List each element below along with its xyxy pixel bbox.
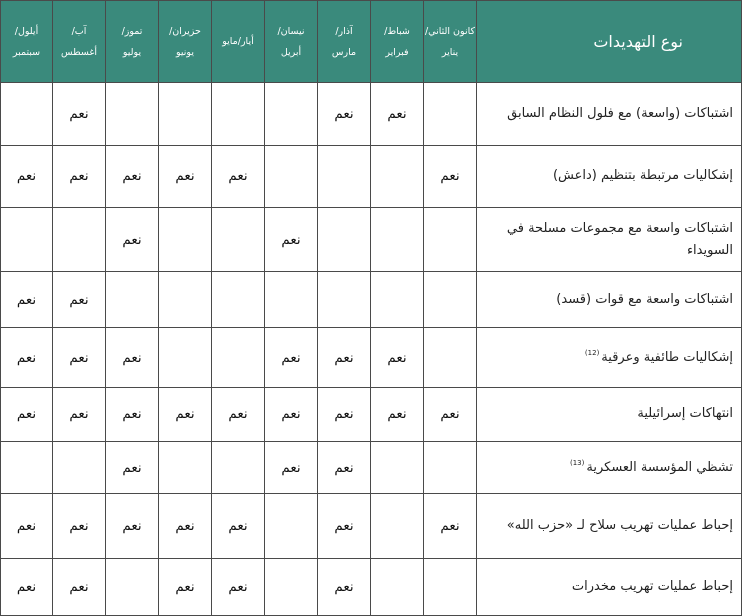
status-cell [318,145,371,207]
status-cell: نعم [212,145,265,207]
status-cell [424,207,477,272]
header-month-apr: نيسان/ أبريل [265,1,318,83]
status-cell: نعم [53,83,106,146]
status-cell [265,272,318,328]
row-label-text: اشتباكات واسعة مع مجموعات مسلحة في السويداء [506,220,733,258]
status-cell: نعم [424,494,477,559]
table-row [1,559,742,616]
header-month-mar: آذار/ مارس [318,1,371,83]
status-cell: نعم [318,559,371,616]
status-cell: نعم [1,328,53,388]
header-month-aug: آب/ أغسطس [53,1,106,83]
table-row [1,83,742,146]
row-label-text: انتهاكات إسرائيلية [637,406,733,422]
row-label-text: إحباط عمليات تهريب مخدرات [571,579,733,595]
status-cell: نعم [318,441,371,494]
status-cell: نعم [424,145,477,207]
footnote-ref: (13) [569,459,585,468]
status-cell: نعم [265,441,318,494]
status-cell: نعم [371,387,424,441]
status-cell: نعم [265,328,318,388]
header-row [1,1,742,83]
status-cell: نعم [1,494,53,559]
row-label [477,328,742,388]
status-cell [53,441,106,494]
status-cell: نعم [106,387,159,441]
status-cell: نعم [318,83,371,146]
status-cell [159,83,212,146]
status-cell: نعم [265,207,318,272]
row-label [477,441,742,494]
status-cell: نعم [318,494,371,559]
status-cell: نعم [212,494,265,559]
status-cell [1,207,53,272]
table-row [1,328,742,388]
status-cell: نعم [159,494,212,559]
status-cell: نعم [212,387,265,441]
status-cell [424,83,477,146]
row-label-text: اشتباكات واسعة مع قوات (قسد) [556,291,733,307]
status-cell [106,559,159,616]
status-cell: نعم [318,328,371,388]
status-cell: نعم [318,387,371,441]
status-cell [212,328,265,388]
status-cell: نعم [159,387,212,441]
row-label-text: إشكاليات طائفية وعرقية [601,349,733,365]
header-month-jul: تموز/ يوليو [106,1,159,83]
status-cell [212,83,265,146]
header-month-jan: كانون الثاني/ يناير [424,1,477,83]
status-cell [265,83,318,146]
status-cell: نعم [106,494,159,559]
row-label [477,145,742,207]
status-cell: نعم [53,494,106,559]
header-month-may: أيار/مايو [212,1,265,83]
status-cell [424,328,477,388]
status-cell [1,441,53,494]
status-cell [424,559,477,616]
status-cell [371,494,424,559]
status-cell: نعم [53,272,106,328]
table-row [1,207,742,272]
status-cell [212,207,265,272]
status-cell [212,441,265,494]
table-row [1,145,742,207]
status-cell [371,207,424,272]
status-cell: نعم [159,559,212,616]
status-cell [159,328,212,388]
table-row [1,441,742,494]
header-threat-type: نوع التهديدات [477,1,742,83]
row-label [477,494,742,559]
status-cell: نعم [106,441,159,494]
status-cell [106,272,159,328]
status-cell [265,145,318,207]
status-cell [371,145,424,207]
status-cell: نعم [106,145,159,207]
row-label-text: اشتباكات (واسعة) مع فلول النظام السابق [507,105,733,121]
status-cell [53,207,106,272]
row-label-text: إحباط عمليات تهريب سلاح لـ «حزب الله» [506,518,733,534]
row-label [477,272,742,328]
footnote-ref: (12) [584,349,600,358]
status-cell: نعم [53,328,106,388]
status-cell: نعم [371,83,424,146]
status-cell: نعم [106,207,159,272]
status-cell [212,272,265,328]
status-cell: نعم [53,145,106,207]
status-cell: نعم [1,145,53,207]
status-cell [159,441,212,494]
status-cell: نعم [106,328,159,388]
status-cell: نعم [53,387,106,441]
status-cell: نعم [424,387,477,441]
status-cell [265,559,318,616]
row-label [477,387,742,441]
status-cell [1,83,53,146]
table-row [1,272,742,328]
status-cell: نعم [1,272,53,328]
status-cell: نعم [53,559,106,616]
table-row [1,494,742,559]
status-cell [265,494,318,559]
status-cell [318,207,371,272]
status-cell [424,272,477,328]
header-month-sep: أيلول/ سبتمبر [1,1,53,83]
row-label [477,559,742,616]
status-cell [371,441,424,494]
header-month-feb: شباط/ فبراير [371,1,424,83]
status-cell: نعم [265,387,318,441]
status-cell [106,83,159,146]
row-label [477,207,742,272]
status-cell [159,272,212,328]
status-cell: نعم [1,387,53,441]
status-cell [318,272,371,328]
header-month-jun: حزيران/ يونيو [159,1,212,83]
status-cell: نعم [159,145,212,207]
status-cell [159,207,212,272]
status-cell [371,272,424,328]
status-cell: نعم [371,328,424,388]
row-label [477,83,742,146]
row-label-text: تشظي المؤسسة العسكرية [586,459,733,475]
table-row [1,387,742,441]
status-cell [424,441,477,494]
row-label-text: إشكاليات مرتبطة بتنظيم (داعش) [552,168,733,184]
status-cell: نعم [1,559,53,616]
status-cell: نعم [212,559,265,616]
status-cell [371,559,424,616]
